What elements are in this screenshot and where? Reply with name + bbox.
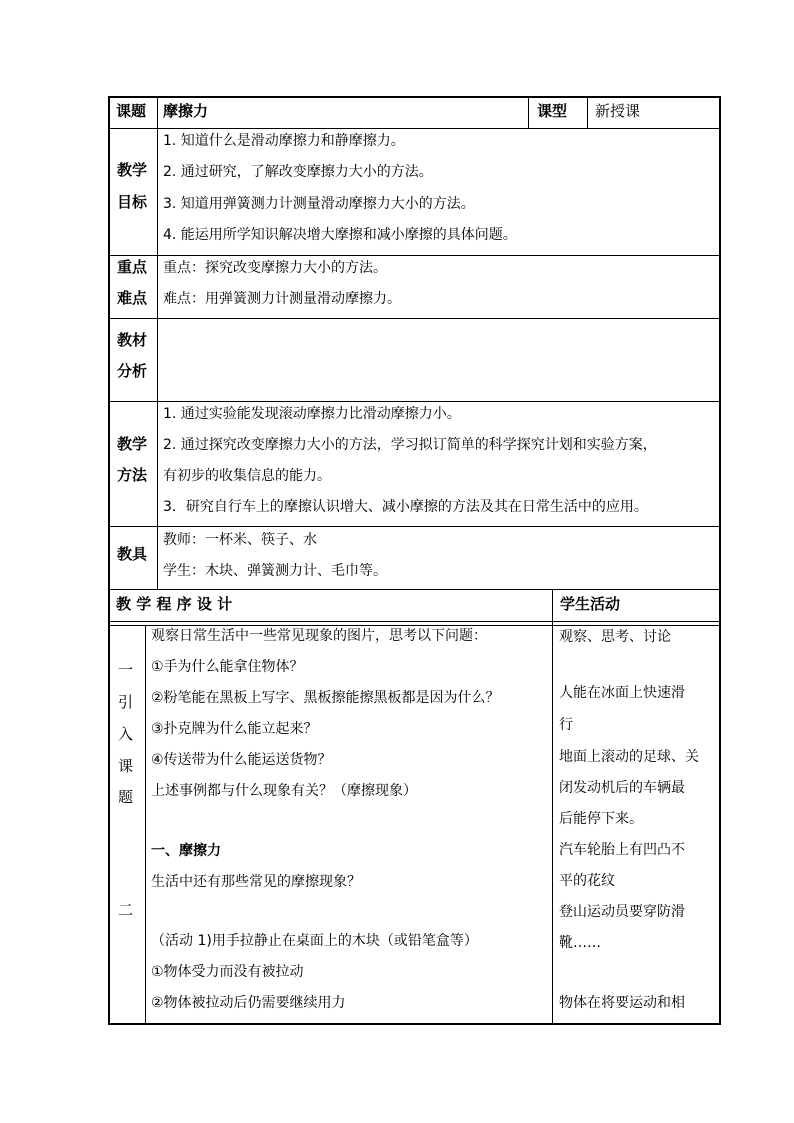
header-divider: [528, 96, 529, 129]
section-one-label: 题: [118, 788, 134, 806]
table-border-bottom: [108, 1023, 720, 1025]
section-two-label: 二: [118, 901, 134, 919]
procedure-label-divider: [145, 625, 146, 1025]
row-divider: [108, 255, 720, 256]
method-item: 有初步的收集信息的能力。: [163, 468, 331, 484]
objectives-label: 目标: [117, 193, 148, 211]
student-activity-line: 人能在冰面上快速滑: [559, 685, 685, 701]
procedure-line: 生活中还有那些常见的摩擦现象？: [151, 874, 361, 890]
student-activity-heading: 学生活动: [560, 595, 621, 613]
table-border-top: [108, 96, 720, 98]
topic-value: 摩擦力: [163, 102, 209, 120]
type-value: 新授课: [595, 102, 641, 120]
keypoint-item: 重点：探究改变摩擦力大小的方法。: [163, 260, 387, 276]
header-divider: [587, 96, 588, 129]
student-activity-line: 闭发动机后的车辆最: [559, 780, 685, 796]
section-one-label: 课: [118, 757, 134, 775]
methods-label: 方法: [117, 466, 148, 484]
student-activity-line: 后能停下来。: [559, 811, 643, 827]
procedure-line: ①物体受力而没有被拉动: [151, 964, 304, 980]
row-divider: [108, 128, 720, 129]
row-divider: [108, 589, 720, 590]
procedure-line: ①手为什么能拿住物体？: [151, 659, 304, 675]
procedure-line: 上述事例都与什么现象有关？（摩擦现象）: [151, 783, 417, 799]
design-heading: 教 学 程 序 设 计: [116, 595, 233, 613]
keypoints-label: 重点: [117, 258, 148, 276]
row-divider: [108, 526, 720, 527]
student-activity-line: 汽车轮胎上有凹凸不: [559, 842, 685, 858]
table-border-left: [108, 96, 110, 1025]
procedure-line: ②物体被拉动后仍需要继续用力: [151, 995, 346, 1011]
objective-item: 4. 能运用所学知识解决增大摩擦和减小摩擦的具体问题。: [163, 227, 517, 243]
objectives-label: 教学: [117, 161, 148, 179]
procedure-line: 观察日常生活中一些常见现象的图片，思考以下问题：: [151, 628, 487, 644]
section-one-label: 引: [118, 693, 134, 711]
tool-item: 教师：一杯米、筷子、水: [163, 532, 317, 548]
design-divider: [552, 589, 553, 1025]
row-divider: [108, 318, 720, 319]
row-divider: [108, 625, 720, 626]
keypoints-label: 难点: [117, 289, 148, 307]
method-item: 2. 通过探究改变摩擦力大小的方法，学习拟订简单的科学探究计划和实验方案，: [163, 437, 657, 453]
row-divider: [108, 401, 720, 402]
method-item: 1. 通过实验能发现滚动摩擦力比滑动摩擦力小。: [163, 406, 461, 422]
methods-label: 教学: [117, 435, 148, 453]
analysis-label: 教材: [117, 331, 148, 349]
section-one-label: 入: [118, 725, 134, 743]
topic-label: 课题: [116, 102, 147, 120]
procedure-line: （活动 1)用手拉静止在桌面上的木块（或铅笔盒等）: [151, 933, 478, 949]
section-one-label: 一: [118, 661, 134, 679]
student-activity-line: 地面上滚动的足球、关: [559, 749, 699, 765]
student-activity-line: 平的花纹: [559, 873, 615, 889]
student-activity-line: 观察、思考、讨论: [559, 629, 671, 645]
analysis-label: 分析: [117, 362, 148, 380]
row-divider: [108, 621, 720, 622]
tools-label: 教具: [117, 545, 148, 563]
method-item: 3．研究自行车上的摩擦认识增大、减小摩擦的方法及其在日常生活中的应用。: [163, 499, 648, 515]
procedure-line: ③扑克牌为什么能立起来？: [151, 721, 318, 737]
procedure-line: ④传送带为什么能运送货物？: [151, 752, 332, 768]
procedure-subheading: 一、摩擦力: [151, 843, 221, 859]
table-border-right: [719, 96, 721, 1025]
keypoint-item: 难点：用弹簧测力计测量滑动摩擦力。: [163, 291, 401, 307]
type-label: 课型: [537, 102, 568, 120]
label-column-divider: [157, 96, 158, 590]
student-activity-line: 行: [559, 717, 573, 733]
objective-item: 1. 知道什么是滑动摩擦力和静摩擦力。: [163, 133, 405, 149]
objective-item: 2. 通过研究，了解改变摩擦力大小的方法。: [163, 164, 433, 180]
objective-item: 3. 知道用弹簧测力计测量滑动摩擦力大小的方法。: [163, 196, 475, 212]
student-activity-line: 物体在将要运动和相: [559, 995, 685, 1011]
student-activity-line: 登山运动员要穿防滑: [559, 904, 685, 920]
procedure-line: ②粉笔能在黑板上写字、黑板擦能擦黑板都是因为什么？: [151, 690, 500, 706]
tool-item: 学生：木块、弹簧测力计、毛巾等。: [163, 563, 387, 579]
student-activity-line: 靴……: [559, 935, 601, 951]
